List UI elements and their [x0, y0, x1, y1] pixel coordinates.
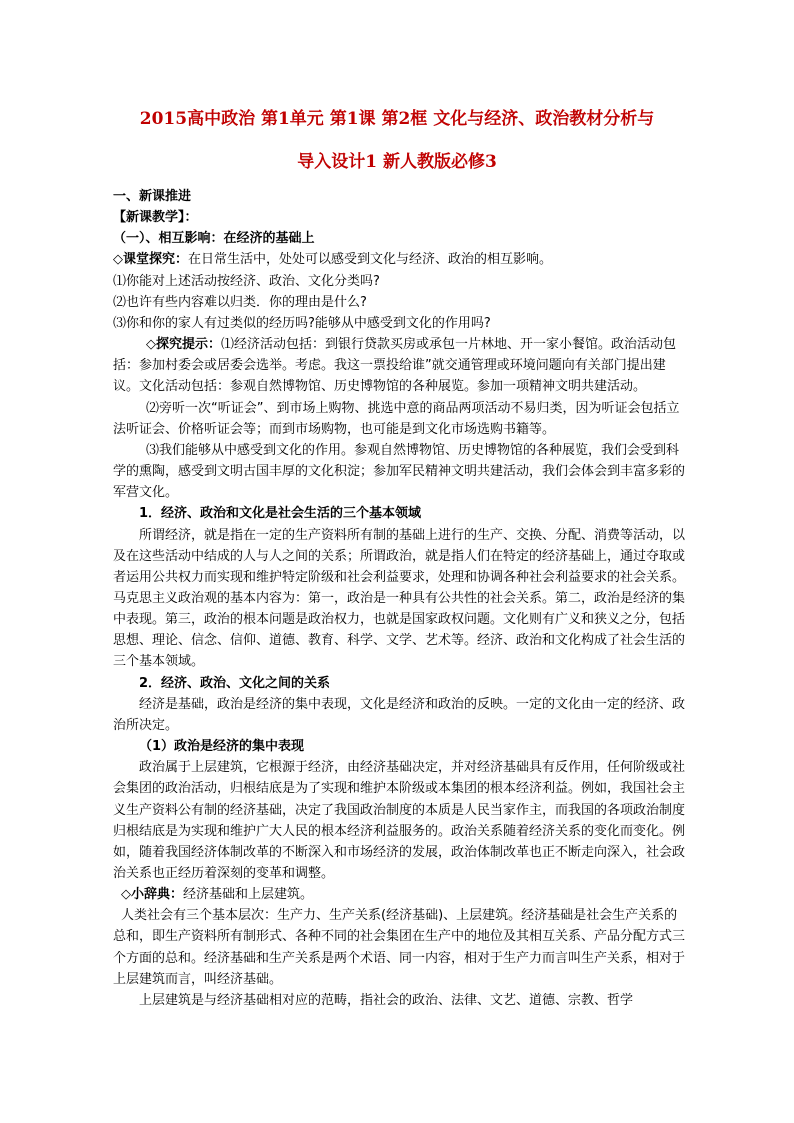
question-2: ⑵也许有些内容难以归类．你的理由是什么? — [113, 294, 367, 310]
question-3: ⑶你和你的家人有过类似的经历吗?能够从中感受到文化的作用吗? — [113, 315, 491, 331]
subheading-mutual-influence: （一）、相互影响：在经济的基础上 — [113, 231, 315, 247]
subheading-teaching: 【新课教学】： — [113, 210, 198, 226]
hint-label: ◇探究提示： — [146, 337, 221, 353]
dictionary-text: 经济基础和上层建筑。 — [183, 887, 314, 903]
document-title-line-2: 导入设计1 新人教版必修3 — [297, 152, 497, 172]
document-body — [113, 186, 688, 1011]
explore-text: 在日常生活中，处处可以感受到文化与经济、政治的相互影响。 — [188, 252, 553, 268]
dictionary-line — [113, 884, 688, 905]
section-2-heading: 2．经济、政治、文化之间的关系 — [139, 675, 331, 691]
dictionary-paragraph-2: 上层建筑是与经济基础相对应的范畴，指社会的政治、法律、文艺、道德、宗教、哲学 — [139, 992, 634, 1008]
classroom-exploration — [113, 249, 688, 270]
hint-paragraph-1 — [113, 334, 688, 397]
document-title-line-1: 2015高中政治 第1单元 第1课 第2框 文化与经济、政治教材分析与 — [139, 109, 655, 129]
question-1: ⑴你能对上述活动按经济、政治、文化分类吗? — [113, 273, 380, 289]
section-1-heading: 1．经济、政治和文化是社会生活的三个基本领域 — [139, 506, 422, 522]
hint-text: ⑴经济活动包括：到银行贷款买房或承包一片林地、开一家小餐馆。政治活动包括：参加村委会或居委会选举。考虑。我这一票投给谁”就交通管理或环境问题向有关部门提出建议。文化活动包括：参观自然博物馆、历史博物馆的各种展览。参加一项精神文明共建活动。 — [113, 337, 677, 395]
section-3-text: 政治属于上层建筑，它根源于经济，由经济基础决定，并对经济基础具有反作用，任何阶级或社会集团的政治活动，归根结底是为了实现和维护本阶级或本集团的根本经济利益。例如，我国社会主义生产资料公有制的经济基础，决定了我国政治制度的本质是人民当家作主，而我国的各项政治制度归根结底是为实现和维护广大人民的根本经济利益服务的。政治关系随着经济关系的变化而变化。例如，随着我国经济体制改革的不断深入和市场经济的发展，政治体制改革也正不断走向深入，社会政治关系也正经历着深刻的变革和调整。 — [113, 760, 686, 881]
explore-label: ◇课堂探究： — [113, 252, 188, 268]
dictionary-label: ◇小辞典： — [121, 887, 183, 903]
hint-paragraph-3: ⑶我们能够从中感受到文化的作用。参观自然博物馆、历史博物馆的各种展览，我们会受到科学的熏陶，感受到文明古国丰厚的文化积淀；参加军民精神文明共建活动，我们会体会到丰富多彩的军营文化。 — [113, 442, 686, 501]
section-3-heading: （1）政治是经济的集中表现 — [139, 739, 305, 755]
hint-paragraph-2: ⑵旁听一次“听证会”、到市场上购物、挑选中意的商品两项活动不易归类，因为听证会包括立法听证会、价格听证会等；而到市场购物，也可能是到文化市场选购书籍等。 — [113, 400, 680, 437]
section-2-text: 经济是基础，政治是经济的集中表现，文化是经济和政治的反映。一定的文化由一定的经济、政治所决定。 — [113, 696, 686, 733]
section-heading-new-lesson: 一、新课推进 — [113, 189, 192, 204]
dictionary-paragraph-1: 人类社会有三个基本层次：生产力、生产关系(经济基础)、上层建筑。经济基础是社会生产关系的总和，即生产资料所有制形式、各种不同的社会集团在生产中的地位及其相互关系、产品分配方式三个方面的总和。经济基础和生产关系是两个术语、同一内容，相对于生产力而言叫生产关系，相对于上层建筑而言，叫经济基础。 — [113, 908, 686, 987]
section-1-text: 所谓经济，就是指在一定的生产资料所有制的基础上进行的生产、交换、分配、消费等活动，以及在这些活动中结成的人与人之间的关系；所谓政治，就是指人们在特定的经济基础上，通过夺取或者运用公共权力而实现和维护特定阶级和社会利益要求，处理和协调各种社会利益要求的社会关系。马克思主义政治观的基本内容为：第一，政治是一种具有公共性的社会关系。第二，政治是经济的集中表现。第三，政治的根本问题是政治权力，也就是国家政权问题。文化则有广义和狭义之分，包括思想、理论、信念、信仰、道德、教育、科学、文学、艺术等。经济、政治和文化构成了社会生活的三个基本领域。 — [113, 527, 686, 670]
